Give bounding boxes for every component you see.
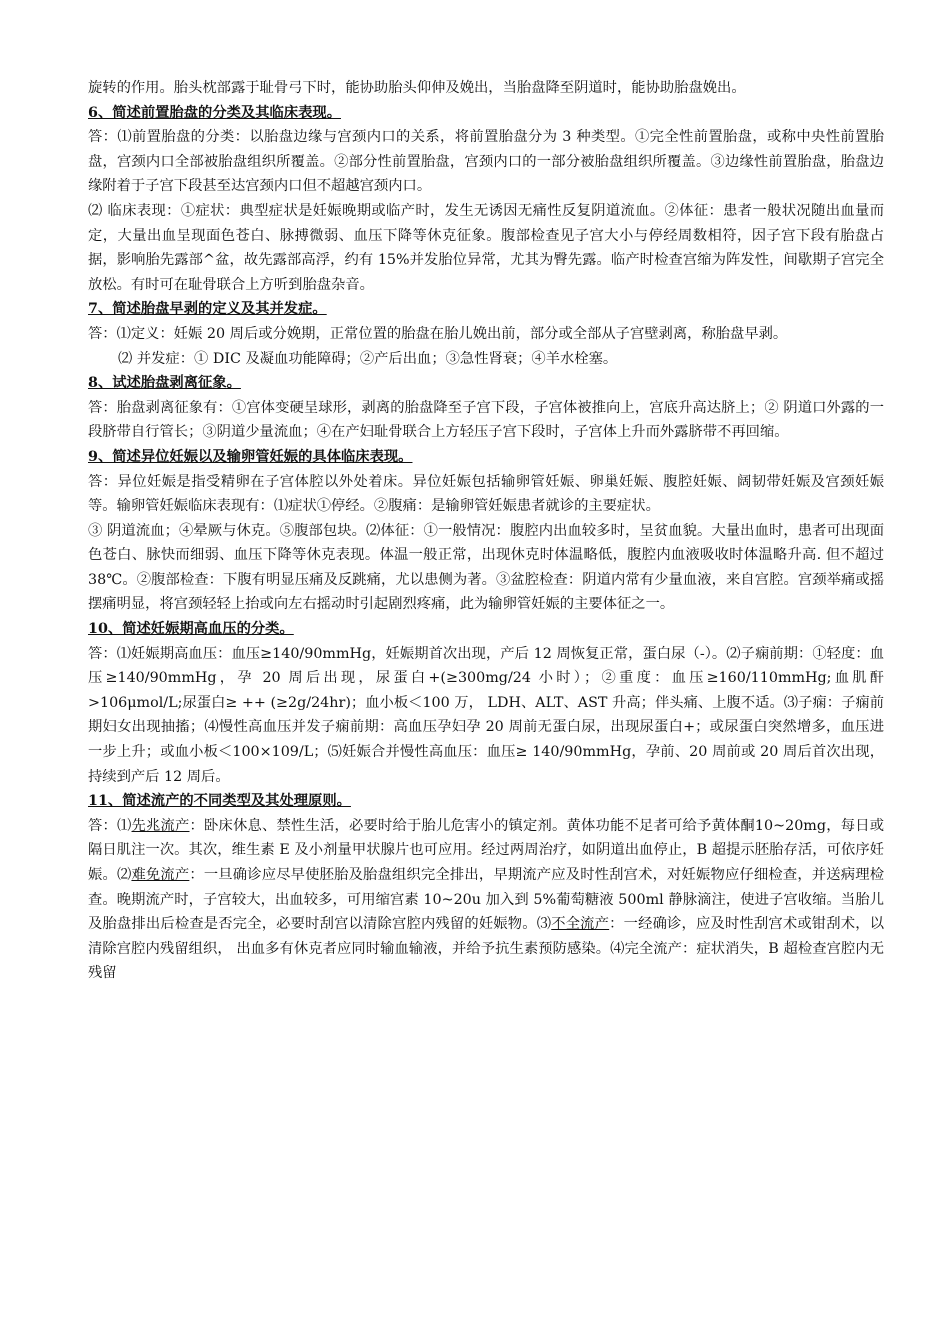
question-10-answer: 答：⑴妊娠期高血压：血压≥140/90mmHg，妊娠期首次出现，产后 12 周恢复正常，蛋白尿（-）。⑵子痫前期：①轻度：血压≥140/90mmHg，孕 20 周后出现，尿蛋白+(≥300mg/24 小时）；②重度：血压≥160/110mmHg;血肌酐>106μmol/L;尿蛋白≥ ++ (≥2g/24hr)；血小板＜100 万， LDH、ALT、AST 升高；伴头痛、上腹不适。⑶子痫：子痫前期妇女出现抽搐；⑷慢性高血压并发子痫前期：高血压孕妇孕 20 周前无蛋白尿，出现尿蛋白+；或尿蛋白突然增多，血压进一步上升；或血小板＜100×109/L；⑸妊娠合并慢性高血压：血压≥ 140/90mmHg，孕前、20 周前或 20 周后首次出现，持续到产后 12 周后。 <box>88 645 884 785</box>
question-11-answer <box>88 814 884 986</box>
question-7-answer-complications: ⑵ 并发症：① DIC 及凝血功能障碍；②产后出血；③急性肾衰；④羊水栓塞。 <box>118 350 618 367</box>
question-6-title: 6、简述前置胎盘的分类及其临床表现。 <box>88 104 341 121</box>
question-9-answer-signs: ③ 阴道流血；④晕厥与休克。⑤腹部包块。⑵体征：①一般情况：腹腔内出血较多时，呈贫血貌。大量出血时，患者可出现面色苍白、脉快而细弱、血压下降等休克表现。体温一般正常，出现休克时体温略低，腹腔内血液吸收时体温略升高. 但不超过 38℃。②腹部检查：下腹有明显压痛及反跳痛，尤以患侧为著。③盆腔检查：阴道内常有少量血液，来自宫腔。宫颈举痛或摇摆痛明显，将宫颈轻轻上抬或向左右摇动时引起剧烈疼痛，此为输卵管妊娠的主要体征之一。 <box>88 522 884 613</box>
question-11-title: 11、简述流产的不同类型及其处理原则。 <box>88 793 351 810</box>
intro-paragraph: 旋转的作用。胎头枕部露于耻骨弓下时，能协助胎头仰伸及娩出，当胎盘降至阴道时，能协助胎盘娩出。 <box>88 80 746 96</box>
question-6-answer-classification: 答：⑴前置胎盘的分类：以胎盘边缘与宫颈内口的关系，将前置胎盘分为 3 种类型。①完全性前置胎盘，或称中央性前置胎盘，宫颈内口全部被胎盘组织所覆盖。②部分性前置胎盘，宫颈内口的一部分被胎盘组织所覆盖。③边缘性前置胎盘，胎盘边缘附着于子宫下段甚至达宫颈内口但不超越宫颈内口。 <box>88 129 884 195</box>
question-7-title: 7、简述胎盘早剥的定义及其并发症。 <box>88 301 327 318</box>
answer-segment-1: ：卧床休息、禁性生活，必要时给于胎儿危害小的镇定剂。黄体功能不足者可给予黄体酮10~20mg，每日或隔日肌注一次。其次，维生素 E 及小剂量甲状腺片也可应用。经过两周治疗，如阴道出血停止，B 超提示胚胎存活，可依序妊娠。⑵ <box>88 817 885 883</box>
question-9-answer-symptoms: 答：异位妊娠是指受精卵在子宫体腔以外处着床。异位妊娠包括输卵管妊娠、卵巢妊娠、腹腔妊娠、阔韧带妊娠及宫颈妊娠等。输卵管妊娠临床表现有：⑴症状①停经。②腹痛：是输卵管妊娠患者就诊的主要症状。 <box>88 473 884 515</box>
question-7-answer-definition: 答：⑴定义：妊娠 20 周后或分娩期，正常位置的胎盘在胎儿娩出前，部分或全部从子宫壁剥离，称胎盘早剥。 <box>88 325 788 342</box>
answer-segment-3: ：一经确诊，应及时性刮宫术或钳刮术，以清除宫腔内残留组织， 出血多有休克者应同时输血输液，并给予抗生素预防感染。⑷完全流产：症状消失，B 超检查宫腔内无残留 <box>88 916 885 982</box>
question-8-answer: 答：胎盘剥离征象有：①宫体变硬呈球形，剥离的胎盘降至子宫下段，子宫体被推向上，宫底升高达脐上；② 阴道口外露的一段脐带自行管长；③阴道少量流血；④在产妇耻骨联合上方轻压子宫下段时，子宫体上升而外露脐带不再回缩。 <box>88 399 884 441</box>
answer-segment-2: ：一旦确诊应尽早使胚胎及胎盘组织完全排出，早期流产应及时性刮宫术，对妊娠物应仔细检查，并送病理检查。晚期流产时，子宫较大，出血较多，可用缩宫素 10~20u 加入到 5%葡萄糖液 500ml 静脉滴注，使进子宫收缩。当胎儿及胎盘排出后检查是否完全，必要时刮宫以清除宫腔内残留的妊娠物。⑶ <box>88 867 885 933</box>
question-8-title: 8、试述胎盘剥离征象。 <box>88 375 241 392</box>
term-threatened-abortion: 先兆流产 <box>131 817 190 834</box>
question-6-answer-clinical: ⑵ 临床表现：①症状：典型症状是妊娠晚期或临产时，发生无诱因无痛性反复阴道流血。②体征：患者一般状况随出血量而定，大量出血呈现面色苍白、脉搏微弱、血压下降等休克征象。腹部检查见子宫大小与停经周数相符，因子宫下段有胎盘占据，影响胎先露部^盆，故先露部高浮，约有 15%并发胎位异常，尤其为臀先露。临产时检查宫缩为阵发性，间歇期子宫完全放松。有时可在耻骨联合上方听到胎盘杂音。 <box>88 202 884 293</box>
question-10-title: 10、简述妊娠期高血压的分类。 <box>88 621 294 638</box>
question-9-title: 9、简述异位妊娠以及输卵管妊娠的具体临床表现。 <box>88 448 413 465</box>
term-incomplete-abortion: 不全流产 <box>551 916 610 933</box>
term-inevitable-abortion: 难免流产 <box>131 867 190 883</box>
answer-prefix: 答：⑴ <box>88 817 132 834</box>
